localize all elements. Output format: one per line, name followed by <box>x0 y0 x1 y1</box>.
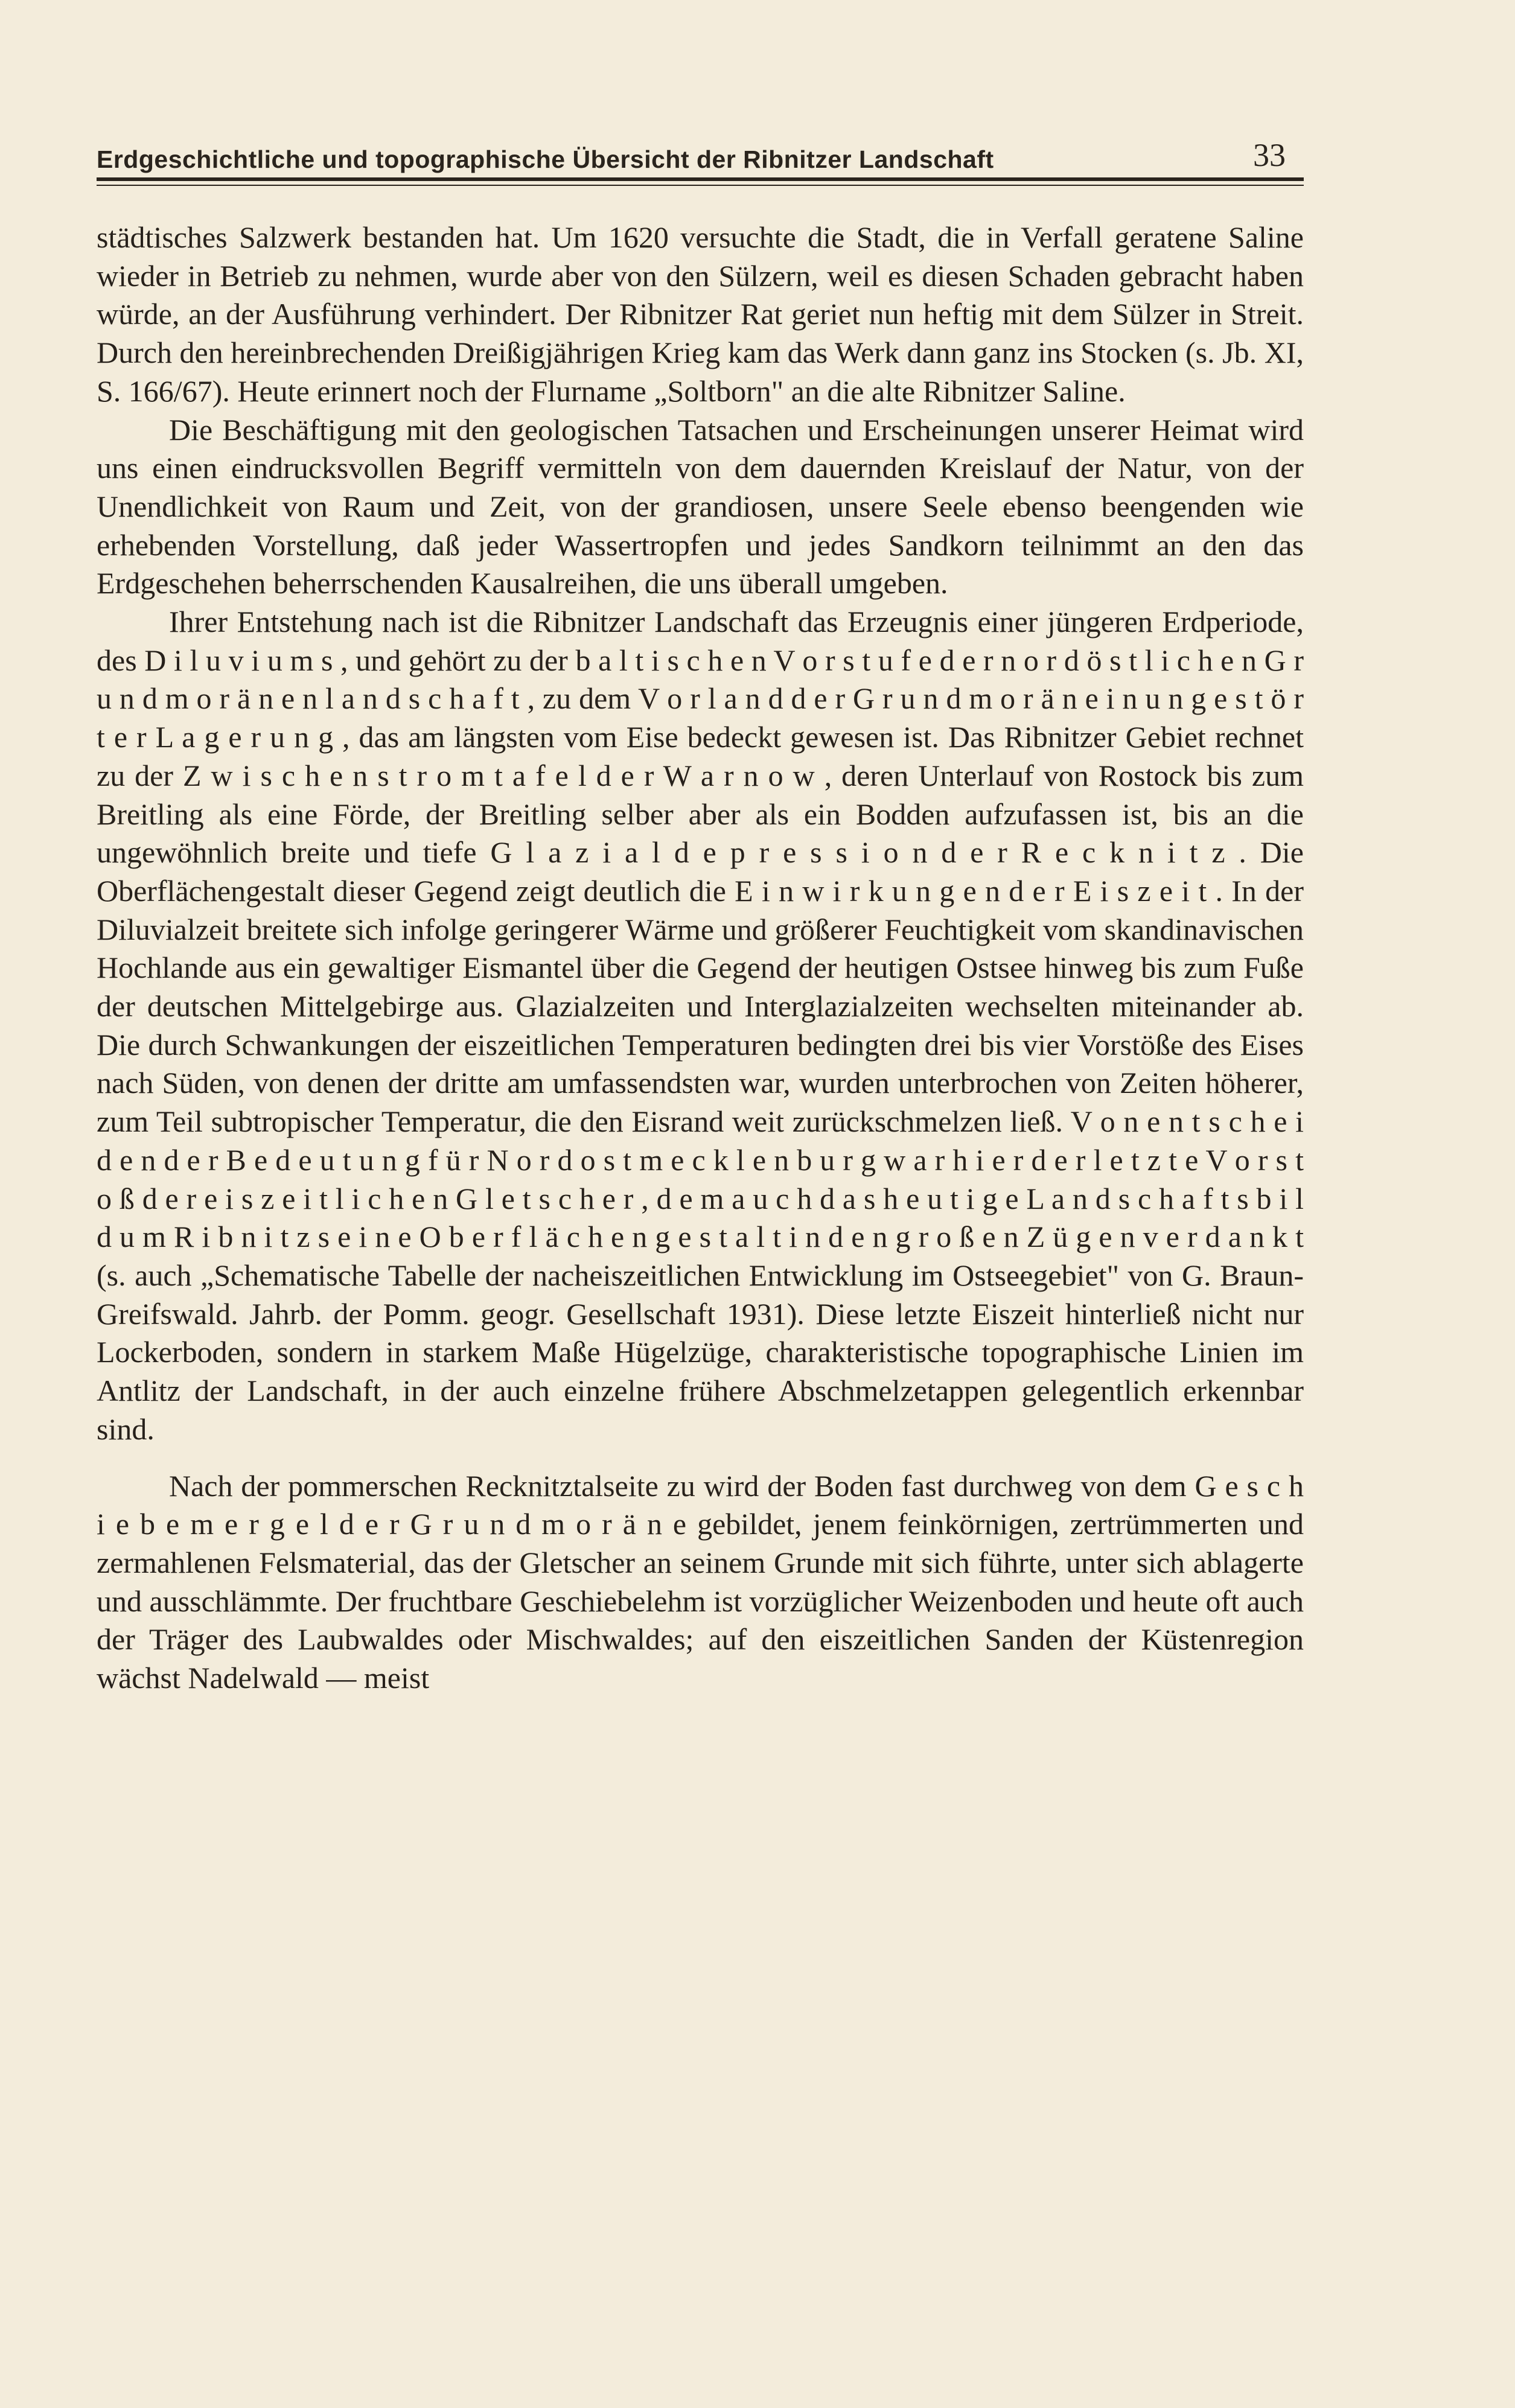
running-header <box>97 132 1304 174</box>
header-rule-thin <box>97 185 1304 186</box>
paragraph-3: Ihrer Entstehung nach ist die Ribnitzer Landschaft das Erzeugnis einer jüngeren Erdperiode, des D i l u v i u m s , und gehört zu der b a l t i s c h e n V o r s t u f e d e r n o r d ö s t l i c h e n G r u n d m o r ä n e n l a n d s c h a f t , zu dem V o r l a n d d e r G r u n d m o r ä n e i n u n g e s t ö r t e r L a g e r u n g , das am längsten vom Eise bedeckt gewesen ist. Das Ribnitzer Gebiet rechnet zu der Z w i s c h e n s t r o m t a f e l d e r W a r n o w , deren Unterlauf von Rostock bis zum Breitling als eine Förde, der Breitling selber aber als ein Bodden aufzufassen ist, bis an die ungewöhnlich breite und tiefe G l a z i a l d e p r e s s i o n d e r R e c k n i t z . Die Oberflächengestalt dieser Gegend zeigt deutlich die E i n w i r k u n g e n d e r E i s z e i t . In der Diluvialzeit breitete sich infolge geringerer Wärme und größerer Feuchtigkeit vom skandinavischen Hochlande aus ein gewaltiger Eismantel über die Gegend der heutigen Ostsee hinweg bis zum Fuße der deutschen Mittelgebirge aus. Glazialzeiten und Interglazialzeiten wechselten miteinander ab. Die durch Schwankungen der eiszeitlichen Temperaturen bedingten drei bis vier Vorstöße des Eises nach Süden, von denen der dritte am umfassendsten war, wurden unterbrochen von Zeiten höherer, zum Teil subtropischer Temperatur, die den Eisrand weit zurückschmelzen ließ. V o n e n t s c h e i d e n d e r B e d e u t u n g f ü r N o r d o s t m e c k l e n b u r g w a r h i e r d e r l e t z t e V o r s t o ß d e r e i s z e i t l i c h e n G l e t s c h e r , d e m a u c h d a s h e u t i g e L a n d s c h a f t s b i l d u m R i b n i t z s e i n e O b e r f l ä c h e n g e s t a l t i n d e n g r o ß e n Z ü g e n v e r d a n k t (s. auch „Schematische Tabelle der nacheiszeitlichen Entwicklung im Ostseegebiet" von G. Braun-Greifswald. Jahrb. der Pomm. geogr. Gesellschaft 1931). Diese letzte Eiszeit hinterließ nicht nur Lockerboden, sondern in starkem Maße Hügelzüge, charakteristische topographische Linien im Antlitz der Landschaft, in der auch einzelne frühere Abschmelzetappen gelegentlich erkennbar sind. <box>97 605 1304 1446</box>
paragraph-1: städtisches Salzwerk bestanden hat. Um 1620 versuchte die Stadt, die in Verfall geratene Saline wieder in Betrieb zu nehmen, wurde aber von den Sülzern, weil es diesen Schaden gebracht haben würde, an der Ausführung verhindert. Der Ribnitzer Rat geriet nun heftig mit dem Sülzer in Streit. Durch den hereinbrechenden Dreißigjährigen Krieg kam das Werk dann ganz ins Stocken (s. Jb. XI, S. 166/67). Heute erinnert noch der Flurname „Soltborn" an die alte Ribnitzer Saline. <box>97 220 1304 408</box>
paragraph-4: Nach der pommerschen Recknitztalseite zu wird der Boden fast durchweg von dem G e s c h i e b e m e r g e l d e r G r u n d m o r ä n e gebildet, jenem feinkörnigen, zertrümmerten und zermahlenen Felsmaterial, das der Gletscher an seinem Grunde mit sich führte, unter sich ablagerte und ausschlämmte. Der fruchtbare Geschiebelehm ist vorzüglicher Weizenboden und heute oft auch der Träger des Laubwaldes oder Mischwaldes; auf den eiszeitlichen Sanden der Küstenregion wächst Nadelwald — meist <box>97 1468 1304 1695</box>
body-text <box>97 218 1304 1698</box>
paragraph-2: Die Beschäftigung mit den geologischen Tatsachen und Erscheinungen unserer Heimat wird uns einen eindrucksvollen Begriff vermitteln von dem dauernden Kreislauf der Natur, von der Unendlichkeit von Raum und Zeit, von der grandiosen, unsere Seele ebenso beengenden wie erhebenden Vorstellung, daß jeder Wassertropfen und jedes Sandkorn teilnimmt an den das Erdgeschehen beherrschenden Kausalreihen, die uns überall umgeben. <box>97 412 1304 600</box>
header-rule-thick <box>97 177 1304 181</box>
running-title: Erdgeschichtliche und topographische Übersicht der Ribnitzer Landschaft <box>97 145 994 173</box>
page-number: 33 <box>1253 137 1286 173</box>
